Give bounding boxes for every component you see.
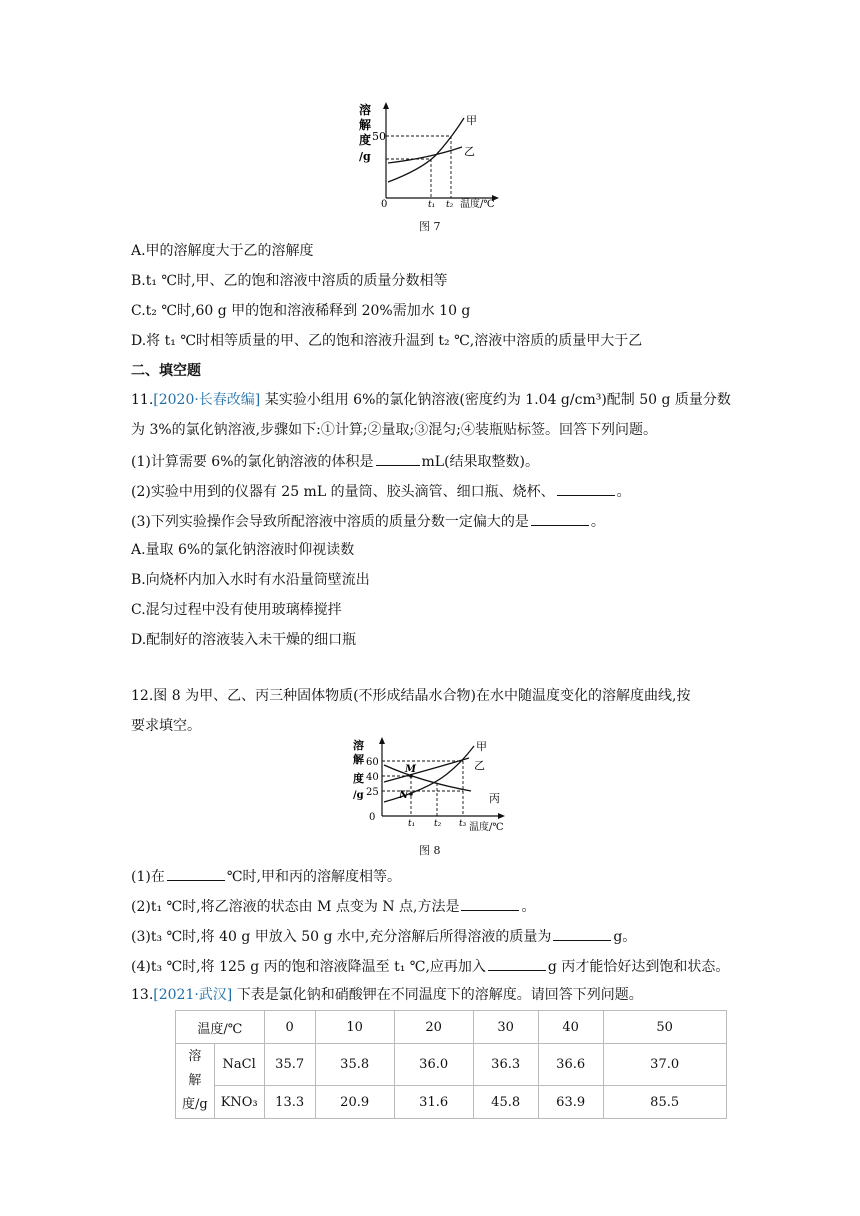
q12-part4 [131, 956, 729, 976]
table-cell: 37.0 [603, 1044, 726, 1086]
table-cell: 20.9 [315, 1086, 394, 1119]
q11-part1-blank[interactable] [376, 451, 420, 466]
fig7-y-label-3: 度 [359, 133, 372, 147]
q11-part3-blank[interactable] [531, 511, 589, 526]
table-header-temp: 0 [264, 1011, 315, 1044]
fig7-y-label-4: /g [359, 150, 371, 163]
q13-stem [131, 986, 643, 1004]
fig7-curve-yi [388, 147, 462, 163]
q11-part1-after: mL(结果取整数)。 [421, 454, 539, 470]
fig7-x-label: 温度/℃ [460, 199, 495, 210]
q12-part3-blank[interactable] [553, 926, 611, 941]
q11-part1-before: (1)计算需要 6%的氯化钠溶液的体积是 [131, 454, 374, 470]
fig8-y-tick-60: 60 [366, 757, 379, 768]
q11-number: 11. [131, 392, 154, 408]
q12-part2-before: (2)t₁ ℃时,将乙溶液的状态由 M 点变为 N 点,方法是 [131, 899, 460, 915]
table-cell: 36.3 [473, 1044, 538, 1086]
q12-part3-after: g。 [613, 929, 637, 945]
table-cell: 35.8 [315, 1044, 394, 1086]
q12-part4-before: (4)t₃ ℃时,将 125 g 丙的饱和溶液降温至 t₁ ℃,应再加入 [131, 959, 486, 975]
q10-option-b: B.t₁ ℃时,甲、乙的饱和溶液中溶质的质量分数相等 [131, 273, 448, 289]
fig8-x-tick-t3: t₃ [459, 819, 467, 829]
q12-part3-before: (3)t₃ ℃时,将 40 g 甲放入 50 g 水中,充分溶解后所得溶液的质量为 [131, 929, 552, 945]
table-cell: 36.0 [394, 1044, 473, 1086]
fig8-x-label: 温度/℃ [469, 822, 504, 833]
fig8-label-m: M [405, 764, 417, 775]
q13-number: 13. [131, 987, 154, 1003]
fig8-label-bing: 丙 [489, 792, 500, 805]
table-header-label: 温度/℃ [176, 1011, 265, 1044]
fig7-y-arrow [383, 102, 389, 109]
fig8-origin: 0 [369, 812, 376, 823]
q12-part2-blank[interactable] [461, 896, 519, 911]
q11-stem-text: 某实验小组用 6%的氯化钠溶液(密度约为 1.04 g/cm³)配制 50 g 质量分数 [264, 392, 731, 408]
fig8-y-label-3: 度 [353, 772, 364, 785]
table-row [176, 1086, 727, 1119]
fig7-y-label-1: 溶 [359, 103, 372, 117]
q12-part1-blank[interactable] [167, 866, 225, 881]
q11-part3-before: (3)下列实验操作会导致所配溶液中溶质的质量分数一定偏大的是 [131, 514, 529, 530]
table-header-temp: 50 [603, 1011, 726, 1044]
q11-stem-line1 [131, 391, 731, 409]
q10-option-d: D.将 t₁ ℃时相等质量的甲、乙的饱和溶液升温到 t₂ ℃,溶液中溶质的质量甲大于乙 [131, 333, 643, 349]
table-row-name: KNO₃ [214, 1086, 264, 1119]
q12-part2 [131, 896, 535, 916]
table-row-name: NaCl [214, 1044, 264, 1086]
figure-8-chart [347, 734, 517, 834]
q11-part3 [131, 511, 605, 531]
table-cell: 45.8 [473, 1086, 538, 1119]
fig8-x-tick-t2: t₂ [434, 819, 442, 829]
fig8-label-yi: 乙 [474, 759, 485, 772]
table-cell: 63.9 [538, 1086, 603, 1119]
fig7-label-jia: 甲 [466, 114, 477, 127]
table-cell: 85.5 [603, 1086, 726, 1119]
q12-part3 [131, 926, 636, 946]
fig8-x-arrow [498, 813, 505, 819]
table-cell: 35.7 [264, 1044, 315, 1086]
table-header-row [176, 1011, 727, 1044]
q11-source: [2020·长春改编] [153, 392, 261, 408]
fig8-curve-jia [384, 746, 474, 802]
q11-option-a: A.量取 6%的氯化钠溶液时仰视读数 [131, 542, 355, 558]
fig7-x-tick-t2: t₂ [446, 200, 454, 210]
q10-option-c: C.t₂ ℃时,60 g 甲的饱和溶液稀释到 20%需加水 10 g [131, 303, 471, 319]
table-row-group-label: 溶解度/g [176, 1044, 215, 1119]
table-header-temp: 10 [315, 1011, 394, 1044]
q11-part1 [131, 451, 539, 471]
table-cell: 13.3 [264, 1086, 315, 1119]
table-row [176, 1044, 727, 1086]
q11-option-b: B.向烧杯内加入水时有水沿量筒壁流出 [131, 572, 370, 588]
table-cell: 36.6 [538, 1044, 603, 1086]
q12-stem-line1: 12.图 8 为甲、乙、丙三种固体物质(不形成结晶水合物)在水中随温度变化的溶解度曲线,按 [131, 688, 691, 704]
fig7-x-tick-t1: t₁ [428, 200, 436, 210]
q11-stem-line2: 为 3%的氯化钠溶液,步骤如下:①计算;②量取;③混匀;④装瓶贴标签。回答下列问题。 [131, 422, 657, 438]
q11-part3-after: 。 [590, 514, 605, 530]
fig7-caption: 图 7 [419, 220, 441, 233]
solubility-table [175, 1010, 727, 1119]
fig7-origin: 0 [381, 199, 388, 210]
q13-stem-text: 下表是氯化钠和硝酸钾在不同温度下的溶解度。请回答下列问题。 [236, 987, 643, 1003]
table-cell: 31.6 [394, 1086, 473, 1119]
fig8-point-n [409, 792, 413, 796]
fig8-caption: 图 8 [419, 844, 441, 857]
fig8-y-tick-40: 40 [366, 772, 379, 783]
fig8-y-label-1: 溶 [353, 739, 364, 752]
fig7-y-tick-50: 50 [372, 130, 386, 143]
fig7-label-yi: 乙 [464, 145, 475, 158]
section-title: 二、填空题 [131, 363, 201, 379]
fig7-y-label-2: 解 [359, 118, 372, 132]
figure-7-chart [350, 100, 510, 212]
fig8-label-jia: 甲 [476, 740, 487, 753]
q11-part2-after: 。 [616, 484, 631, 500]
q12-part1 [131, 866, 401, 886]
table-header-temp: 20 [394, 1011, 473, 1044]
fig8-y-tick-25: 25 [366, 787, 379, 798]
q11-part2-blank[interactable] [557, 481, 615, 496]
fig8-y-label-2: 解 [353, 753, 364, 766]
q12-part1-before: (1)在 [131, 869, 165, 885]
q13-source: [2021·武汉] [153, 987, 233, 1003]
q11-part2 [131, 481, 631, 501]
q11-part2-before: (2)实验中用到的仪器有 25 mL 的量筒、胶头滴管、细口瓶、烧杯、 [131, 484, 555, 500]
table-header-temp: 40 [538, 1011, 603, 1044]
q12-part2-after: 。 [521, 899, 536, 915]
fig8-label-n: N [399, 790, 409, 801]
q12-part4-after: g 丙才能恰好达到饱和状态。 [547, 959, 730, 975]
q12-part1-after: ℃时,甲和丙的溶解度相等。 [226, 869, 401, 885]
q10-option-a: A.甲的溶解度大于乙的溶解度 [131, 243, 314, 259]
q11-option-c: C.混匀过程中没有使用玻璃棒搅拌 [131, 602, 342, 618]
q11-option-d: D.配制好的溶液装入未干燥的细口瓶 [131, 632, 357, 648]
q12-stem-line2: 要求填空。 [131, 718, 201, 734]
fig8-y-label-4: /g [353, 790, 364, 801]
fig8-y-arrow [379, 737, 385, 744]
table-header-temp: 30 [473, 1011, 538, 1044]
q12-part4-blank[interactable] [488, 956, 546, 971]
fig8-x-tick-t1: t₁ [408, 819, 416, 829]
